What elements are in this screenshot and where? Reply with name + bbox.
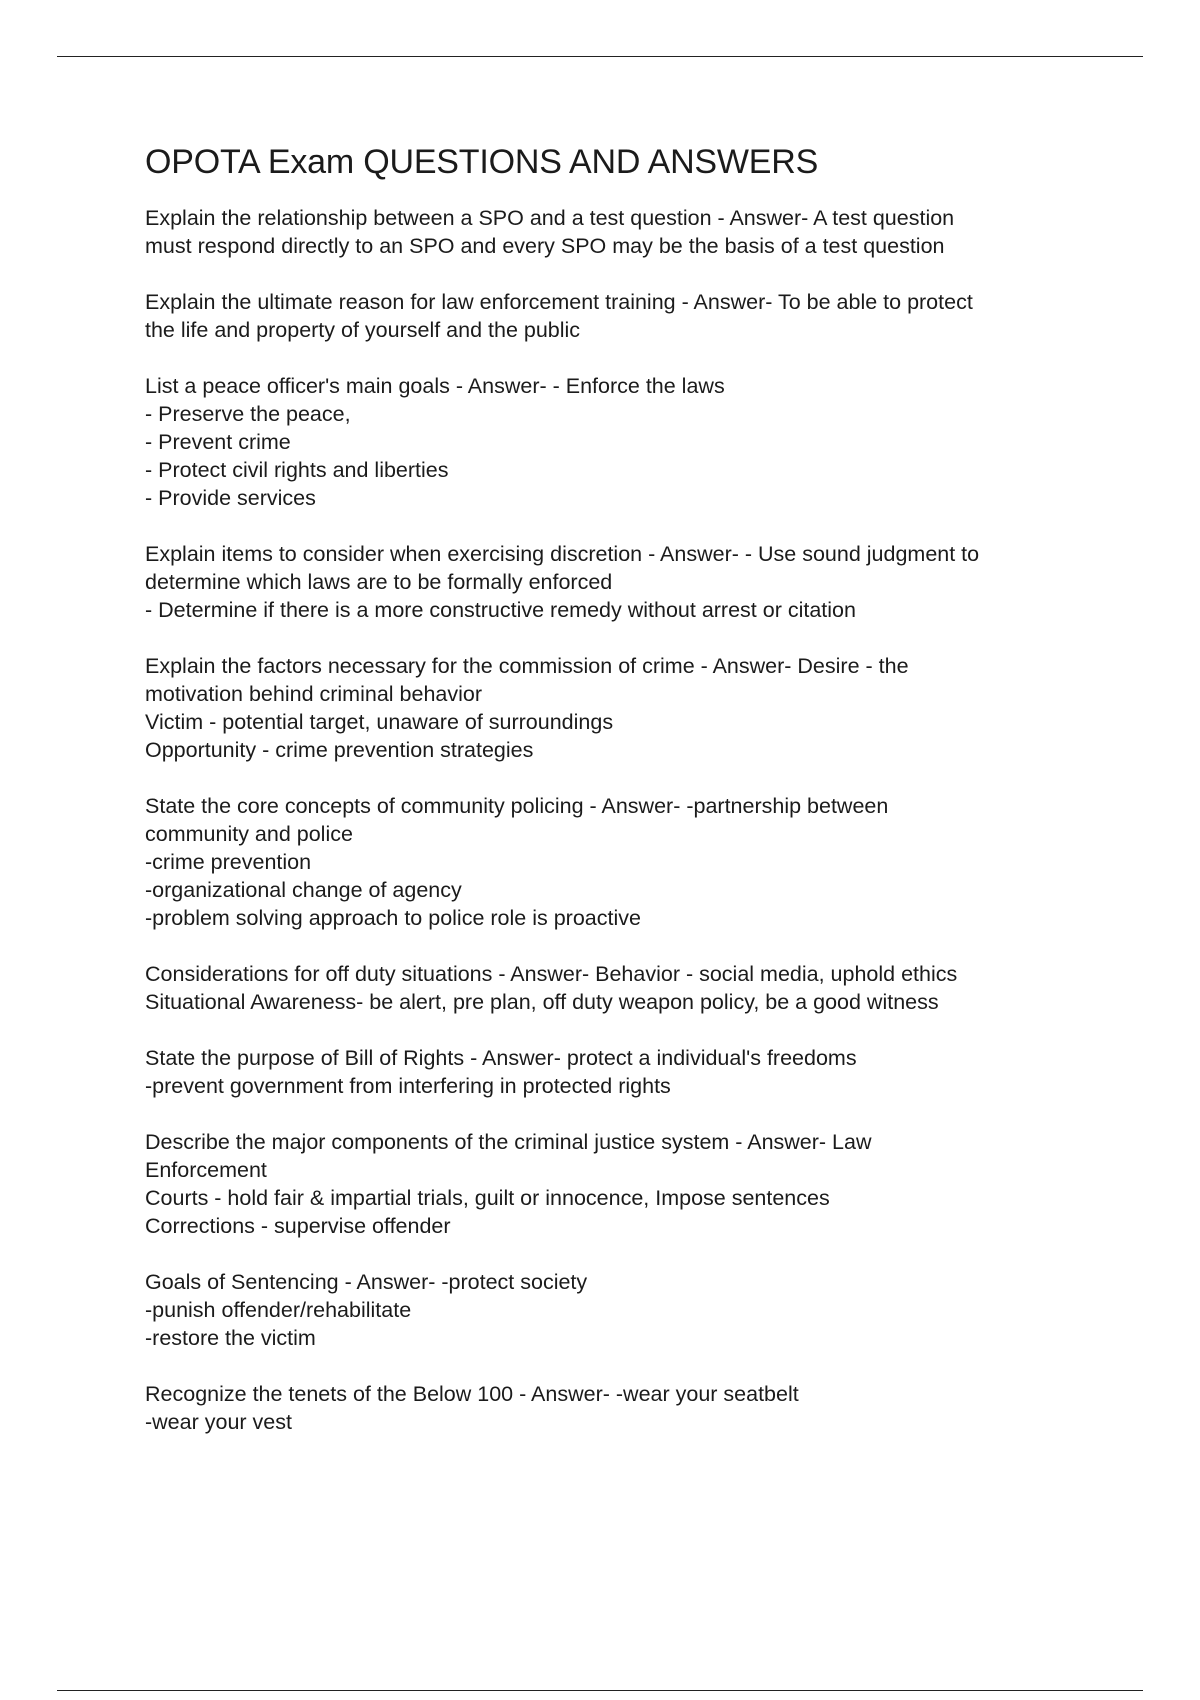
- qa-item: [145, 204, 1105, 260]
- qa-line: State the purpose of Bill of Rights - Answer- protect a individual's freedoms: [145, 1046, 857, 1070]
- qa-line: Victim - potential target, unaware of surroundings: [145, 710, 614, 734]
- qa-line: Explain the relationship between a SPO and a test question - Answer- A test question: [145, 206, 955, 230]
- qa-line: determine which laws are to be formally enforced: [145, 570, 613, 594]
- qa-item: [145, 960, 1105, 1016]
- qa-line: Recognize the tenets of the Below 100 - Answer- -wear your seatbelt: [145, 1382, 799, 1406]
- qa-line: -prevent government from interfering in protected rights: [145, 1074, 671, 1098]
- qa-line: - Prevent crime: [145, 430, 291, 454]
- qa-item: [145, 1128, 1105, 1240]
- qa-line: Explain items to consider when exercising discretion - Answer- - Use sound judgment to: [145, 542, 980, 566]
- qa-line: -wear your vest: [145, 1410, 292, 1434]
- qa-line: must respond directly to an SPO and every SPO may be the basis of a test question: [145, 234, 945, 258]
- qa-line: community and police: [145, 822, 353, 846]
- qa-line: the life and property of yourself and the public: [145, 318, 581, 342]
- qa-line: Explain the ultimate reason for law enforcement training - Answer- To be able to protect: [145, 290, 973, 314]
- qa-item: [145, 652, 1105, 764]
- qa-item: [145, 792, 1105, 932]
- qa-item: [145, 1380, 1105, 1436]
- qa-line: -restore the victim: [145, 1326, 316, 1350]
- qa-line: -crime prevention: [145, 850, 312, 874]
- qa-line: - Preserve the peace,: [145, 402, 351, 426]
- qa-line: Describe the major components of the criminal justice system - Answer- Law: [145, 1130, 872, 1154]
- document-body: [145, 140, 1105, 1464]
- qa-item: [145, 288, 1105, 344]
- top-divider: [57, 56, 1143, 57]
- qa-line: Courts - hold fair & impartial trials, guilt or innocence, Impose sentences: [145, 1186, 830, 1210]
- qa-line: - Determine if there is a more constructive remedy without arrest or citation: [145, 598, 856, 622]
- qa-line: -punish offender/rehabilitate: [145, 1298, 412, 1322]
- qa-line: List a peace officer's main goals - Answer- - Enforce the laws: [145, 374, 725, 398]
- document-title: OPOTA Exam QUESTIONS AND ANSWERS: [145, 143, 819, 181]
- qa-line: Enforcement: [145, 1158, 267, 1182]
- qa-line: -organizational change of agency: [145, 878, 462, 902]
- qa-line: -problem solving approach to police role is proactive: [145, 906, 641, 930]
- qa-line: Opportunity - crime prevention strategies: [145, 738, 534, 762]
- qa-line: Goals of Sentencing - Answer- -protect society: [145, 1270, 588, 1294]
- qa-line: State the core concepts of community policing - Answer- -partnership between: [145, 794, 889, 818]
- qa-item: [145, 1268, 1105, 1352]
- qa-line: - Provide services: [145, 486, 316, 510]
- qa-item: [145, 1044, 1105, 1100]
- qa-line: motivation behind criminal behavior: [145, 682, 483, 706]
- qa-line: Explain the factors necessary for the commission of crime - Answer- Desire - the: [145, 654, 909, 678]
- qa-line: Corrections - supervise offender: [145, 1214, 451, 1238]
- qa-item: [145, 540, 1105, 624]
- qa-line: - Protect civil rights and liberties: [145, 458, 449, 482]
- bottom-divider: [57, 1690, 1143, 1691]
- qa-item: [145, 372, 1105, 512]
- qa-line: Situational Awareness- be alert, pre plan, off duty weapon policy, be a good witness: [145, 990, 939, 1014]
- qa-line: Considerations for off duty situations - Answer- Behavior - social media, uphold ethics: [145, 962, 958, 986]
